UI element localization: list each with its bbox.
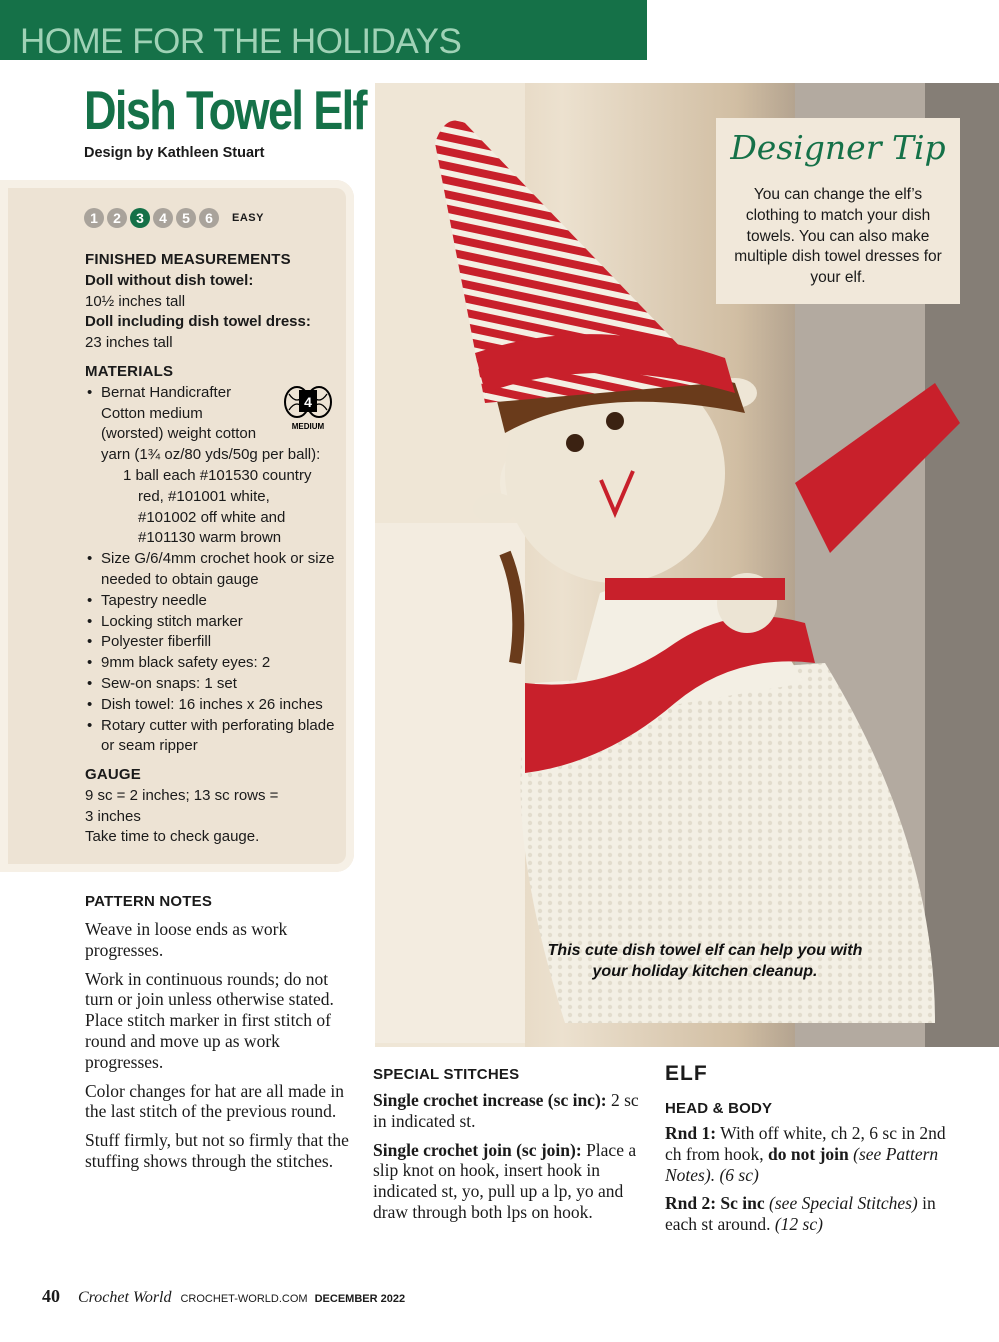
pattern-note: Weave in loose ends as work progresses. xyxy=(85,919,288,960)
magazine-name: Crochet World xyxy=(78,1289,172,1306)
skill-dot-3-selected: 3 xyxy=(130,208,150,228)
yarn-color-4: #101130 warm brown xyxy=(138,529,282,547)
materials-item: • 9mm black safety eyes: 2 xyxy=(85,653,340,674)
yarn-color-2: red, #101001 white, xyxy=(138,487,270,505)
stitch-def-sc-inc: 2 sc in indicated st. xyxy=(373,1090,639,1131)
section-banner xyxy=(0,0,647,60)
designer-byline: Design by Kathleen Stuart xyxy=(84,145,265,161)
measurements-section xyxy=(85,250,340,354)
materials-item: • Dish towel: 16 inches x 26 inches xyxy=(85,695,340,716)
skill-level-label: EASY xyxy=(232,212,264,224)
designer-tip-box xyxy=(716,118,960,304)
materials-item: • Sew-on snaps: 1 set xyxy=(85,674,340,695)
gauge-heading: GAUGE xyxy=(85,766,142,783)
round-2-label: Rnd 2: Sc inc xyxy=(665,1193,765,1214)
section-title: HOME FOR THE HOLIDAYS xyxy=(20,22,462,61)
skill-dot-5: 5 xyxy=(176,208,196,228)
head-body-heading: HEAD & BODY xyxy=(665,1100,773,1117)
issue-date: DECEMBER 2022 xyxy=(314,1293,406,1305)
materials-heading: MATERIALS xyxy=(85,363,174,380)
measurements-heading: FINISHED MEASUREMENTS xyxy=(85,251,291,268)
round-1-label: Rnd 1: xyxy=(665,1123,717,1143)
pattern-title: Dish Towel Elf xyxy=(84,79,366,141)
yarn-line-1: • Bernat Handicrafter xyxy=(101,383,232,401)
page-footer xyxy=(42,1286,405,1307)
round-1-note: (see Pattern Notes). (6 sc) xyxy=(665,1143,939,1185)
materials-item: • Size G/6/4mm crochet hook or size needed to obtain gauge xyxy=(85,549,340,591)
skill-dot-6: 6 xyxy=(199,208,219,228)
skill-dot-4: 4 xyxy=(153,208,173,228)
pattern-note: Stuff firmly, but not so firmly that the stuffing shows through the stitches. xyxy=(85,1130,349,1171)
doll-label: Doll without dish towel: xyxy=(85,271,254,289)
yarn-weight-number: 4 xyxy=(304,394,312,410)
skill-level-indicator xyxy=(84,208,264,228)
yarn-line-4: yarn (1¾ oz/80 yds/50g per ball): xyxy=(101,446,321,464)
dress-label: Doll including dish towel dress: xyxy=(85,313,311,331)
photo-caption: This cute dish towel elf can help you with your holiday kitchen cleanup. xyxy=(547,942,863,980)
dress-value: 23 inches tall xyxy=(85,334,173,352)
materials-item: • Polyester fiberfill xyxy=(85,632,340,653)
yarn-weight-icon xyxy=(283,384,333,432)
pattern-note: Color changes for hat are all made in the last stitch of the previous round. xyxy=(85,1080,344,1122)
designer-tip-heading: Designer Tip xyxy=(730,128,946,167)
yarn-line-3: (worsted) weight cotton xyxy=(101,425,257,443)
special-stitches-heading: SPECIAL STITCHES xyxy=(373,1066,520,1083)
stitch-term-sc-inc: Single crochet increase (sc inc): xyxy=(373,1090,607,1110)
designer-tip-text: You can change the elf’s clothing to match your dish towels. You can also make multiple dish towel dresses for your elf. xyxy=(734,186,942,287)
skill-dot-2: 2 xyxy=(107,208,127,228)
pattern-note: Work in continuous rounds; do not turn or join unless otherwise stated. Place stitch marker in first stitch of round and move up as work progresses. xyxy=(85,968,334,1072)
materials-item: • Rotary cutter with perforating blade or seam ripper xyxy=(85,716,340,758)
gauge-section xyxy=(85,765,340,848)
round-2-text: in each st around. xyxy=(665,1193,936,1235)
round-1-bold: do not join xyxy=(768,1143,849,1164)
yarn-color-1: 1 ball each #101530 country xyxy=(123,466,312,484)
special-stitches-section xyxy=(373,1066,643,1231)
gauge-line-1: 9 sc = 2 inches; 13 sc rows = xyxy=(85,786,279,804)
round-2-count: (12 sc) xyxy=(774,1214,823,1235)
elf-heading: ELF xyxy=(665,1062,708,1085)
round-1-text: With off white, ch 2, 6 sc in 2nd ch from hook, xyxy=(665,1123,946,1164)
skill-dot-1: 1 xyxy=(84,208,104,228)
yarn-line-2: Cotton medium xyxy=(101,404,203,422)
elf-section xyxy=(665,1062,965,1243)
magazine-url: CROCHET-WORLD.COM xyxy=(180,1293,308,1305)
pattern-notes-section xyxy=(85,893,350,1180)
pattern-notes-heading: PATTERN NOTES xyxy=(85,893,213,910)
yarn-weight-label: MEDIUM xyxy=(291,422,325,431)
materials-item: • Locking stitch marker xyxy=(85,612,340,633)
yarn-color-3: #101002 off white and xyxy=(138,508,286,526)
stitch-term-sc-join: Single crochet join (sc join): xyxy=(373,1139,582,1160)
materials-item: • Tapestry needle xyxy=(85,591,340,612)
page-number: 40 xyxy=(42,1286,60,1306)
round-2-note: (see Special Stitches) xyxy=(769,1193,918,1214)
gauge-line-2: 3 inches xyxy=(85,807,141,825)
stitch-def-sc-join: Place a slip knot on hook, insert hook in indicated st, yo, pull up a lp, yo and draw through both lps on hook. xyxy=(373,1139,637,1222)
gauge-line-3: Take time to check gauge. xyxy=(85,828,260,846)
doll-value: 10½ inches tall xyxy=(85,292,186,310)
